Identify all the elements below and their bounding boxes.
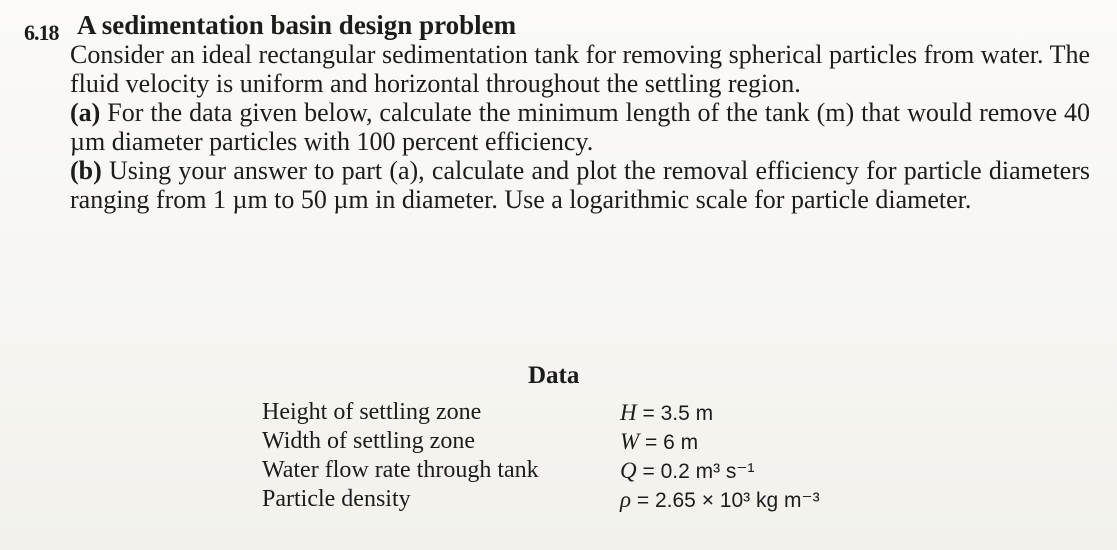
- problem-intro: Consider an ideal rectangular sedimentation tank for removing spherical particles from water. The fluid velocity is uniform and horizontal throughout the settling region.: [70, 40, 1090, 98]
- data-row-label: Water flow rate through tank: [262, 457, 539, 483]
- data-row-value: Q = 0.2 m³ s⁻¹: [620, 458, 755, 483]
- part-b: [70, 156, 1090, 214]
- part-b-label: (b): [70, 156, 102, 185]
- data-heading: Data: [528, 362, 580, 389]
- data-row-density: [262, 485, 820, 514]
- data-row-label: Height of settling zone: [262, 399, 482, 425]
- data-row-flow-rate: [262, 456, 820, 485]
- data-row-height: [262, 398, 820, 427]
- problem-title: A sedimentation basin design problem: [77, 10, 517, 40]
- part-b-text: Using your answer to part (a), calculate and plot the removal efficiency for particle diameters ranging from 1 µm to 50 µm in diameter. Use a logarithmic scale for particle diameter.: [70, 156, 1090, 214]
- part-a: [70, 98, 1090, 156]
- part-a-label: (a): [70, 98, 101, 127]
- data-row-width: [262, 427, 820, 456]
- problem-body: [70, 40, 1090, 214]
- data-row-value: H = 3.5 m: [620, 400, 714, 425]
- part-a-text: For the data given below, calculate the minimum length of the tank (m) that would remove 40 µm diameter particles with 100 percent efficiency.: [70, 98, 1090, 156]
- data-row-label: Particle density: [262, 486, 411, 512]
- data-row-value: ρ = 2.65 × 10³ kg m⁻³: [620, 487, 820, 512]
- data-row-value: W = 6 m: [620, 429, 699, 454]
- problem-number: 6.18: [24, 20, 59, 45]
- data-table: [262, 398, 820, 514]
- data-row-label: Width of settling zone: [262, 428, 475, 454]
